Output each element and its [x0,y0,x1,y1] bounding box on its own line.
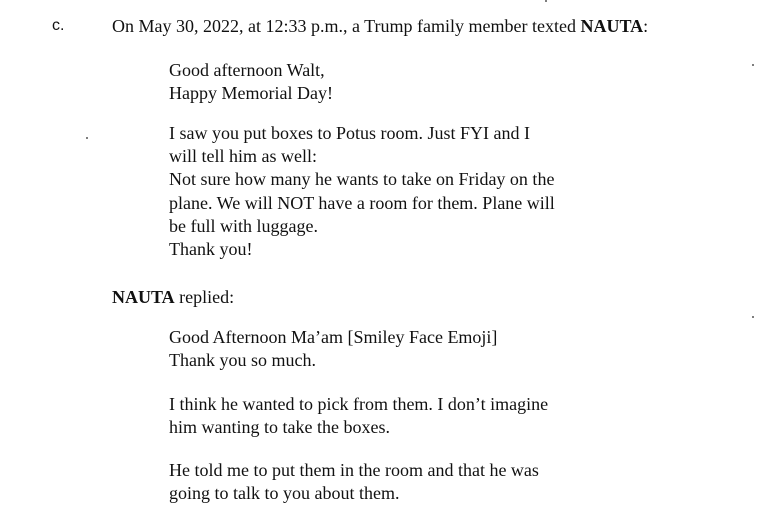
intro-tail: : [643,16,649,36]
list-item-marker: c. [52,17,65,34]
scan-speck [752,64,754,66]
text-line: Good afternoon Walt, [169,60,325,80]
text-line: Thank you! [169,238,253,259]
text-line: him wanting to take the boxes. [169,417,390,438]
scan-speck [86,137,88,139]
message-greeting [169,59,333,105]
text-line: I think he wanted to pick from them. I don’t imagine [169,394,549,414]
text-line: Happy Memorial Day! [169,83,333,104]
reply-label [112,286,234,308]
text-line: I saw you put boxes to Potus room. Just FYI and I [169,123,530,143]
reply-paragraph-2 [169,393,548,439]
text-line: going to talk to you about them. [169,483,400,504]
text-line: Not sure how many he wants to take on Friday on the [169,169,555,190]
reply-name: NAUTA [112,287,175,307]
message-body [169,122,555,261]
reply-paragraph-3 [169,459,539,505]
reply-label-tail: replied: [174,287,235,307]
text-line: Good Afternoon Ma’am [Smiley Face Emoji] [169,327,498,347]
text-line: plane. We will NOT have a room for them. Plane will [169,192,555,213]
reply-paragraph-1 [169,326,497,372]
entry-intro [112,15,648,37]
text-line: He told me to put them in the room and that he was [169,460,539,480]
scan-speck [545,0,547,2]
intro-name: NAUTA [580,16,644,36]
text-line: Thank you so much. [169,350,316,371]
text-line: will tell him as well: [169,146,317,167]
scan-speck [752,316,754,318]
intro-text: On May 30, 2022, at 12:33 p.m., a Trump family member texted [112,16,581,36]
text-line: be full with luggage. [169,215,318,236]
